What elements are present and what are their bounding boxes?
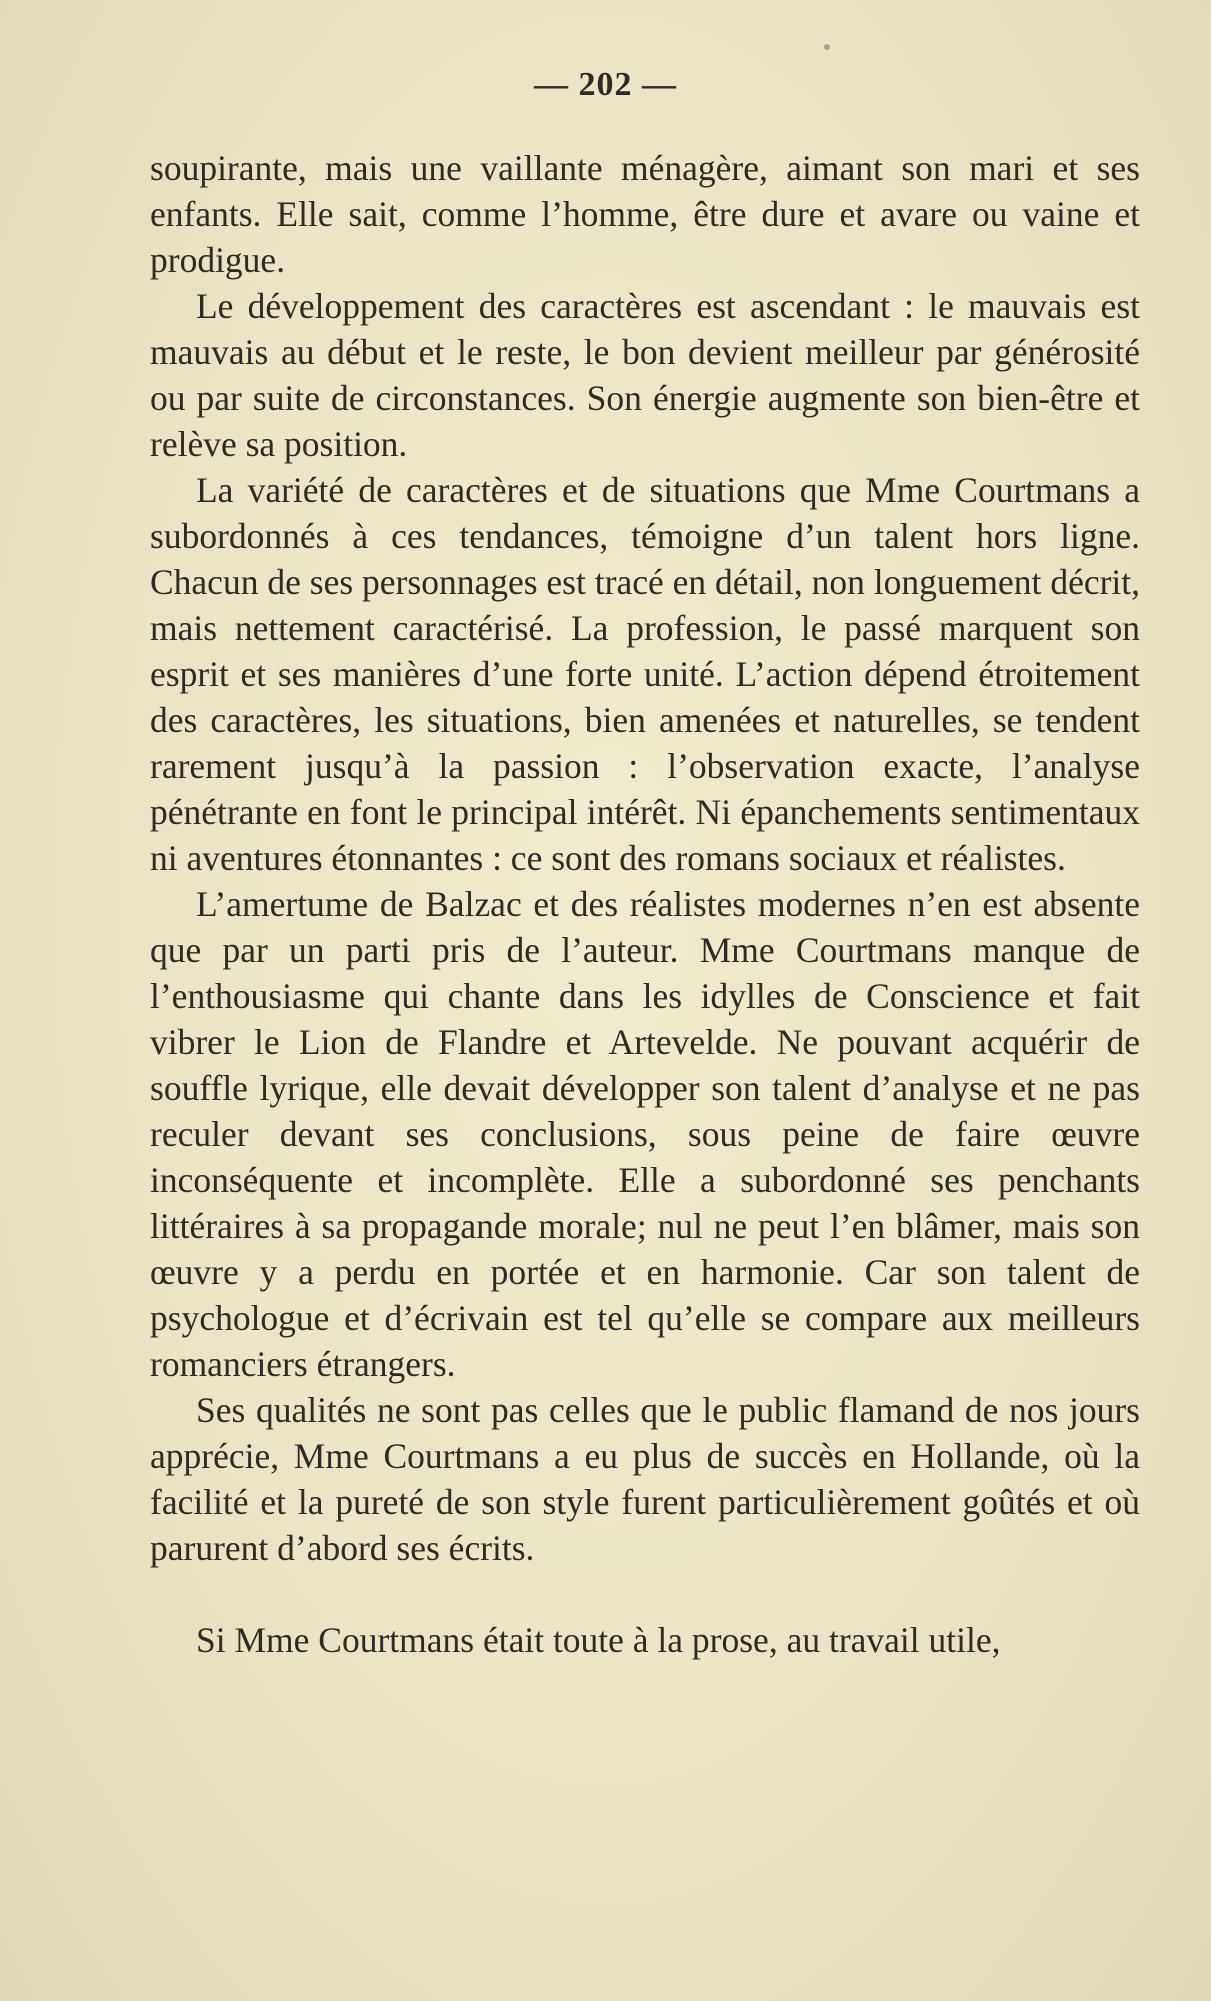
body-text — [150, 145, 1140, 1663]
paragraph-2: Le développement des caractères est ascendant : le mauvais est mauvais au début et le reste, le bon devient meilleur par générosité ou par suite de circonstances. Son énergie augmente son bien-être et relève sa position. — [150, 286, 1140, 464]
paragraph-4: L’amertume de Balzac et des réalistes modernes n’en est absente que par un parti pris de l’auteur. Mme Courtmans manque de l’enthousiasme qui chante dans les idylles de Conscience et fait vibrer le Lion de Flandre et Artevelde. Ne pouvant acquérir de souffle lyrique, elle devait développer son talent d’analyse et ne pas reculer devant ses conclusions, sous peine de faire œuvre inconséquente et incomplète. Elle a subordonné ses penchants littéraires à sa propagande morale; nul ne peut l’en blâmer, mais son œuvre y a perdu en portée et en harmonie. Car son talent de psychologue et d’écrivain est tel qu’elle se compare aux meilleurs romanciers étrangers. — [150, 884, 1140, 1384]
page-number: — 202 — — [534, 66, 677, 103]
paragraph-3: La variété de caractères et de situations que Mme Courtmans a subordonnés à ces tendances, témoigne d’un talent hors ligne. Chacun de ses personnages est tracé en détail, non longuement décrit, mais nettement caractérisé. La profession, le passé marquent son esprit et ses manières d’une forte unité. L’action dépend étroitement des caractères, les situations, bien amenées et naturelles, se tendent rarement jusqu’à la passion : l’observation exacte, l’analyse pénétrante en font le principal intérêt. Ni épanchements sentimentaux ni aventures étonnantes : ce sont des romans sociaux et réalistes. — [150, 470, 1140, 878]
paragraph-5: Ses qualités ne sont pas celles que le public flamand de nos jours apprécie, Mme Courtmans a eu plus de succès en Hollande, où la facilité et la pureté de son style furent particulièrement goûtés et où parurent d’abord ses écrits. — [150, 1390, 1140, 1568]
paragraph-6: Si Mme Courtmans était toute à la prose, au travail utile, — [196, 1620, 1001, 1660]
paper-speck — [824, 44, 830, 50]
paragraph-1: soupirante, mais une vaillante ménagère, aimant son mari et ses enfants. Elle sait, comme l’homme, être dure et avare ou vaine et prodigue. — [150, 148, 1140, 280]
